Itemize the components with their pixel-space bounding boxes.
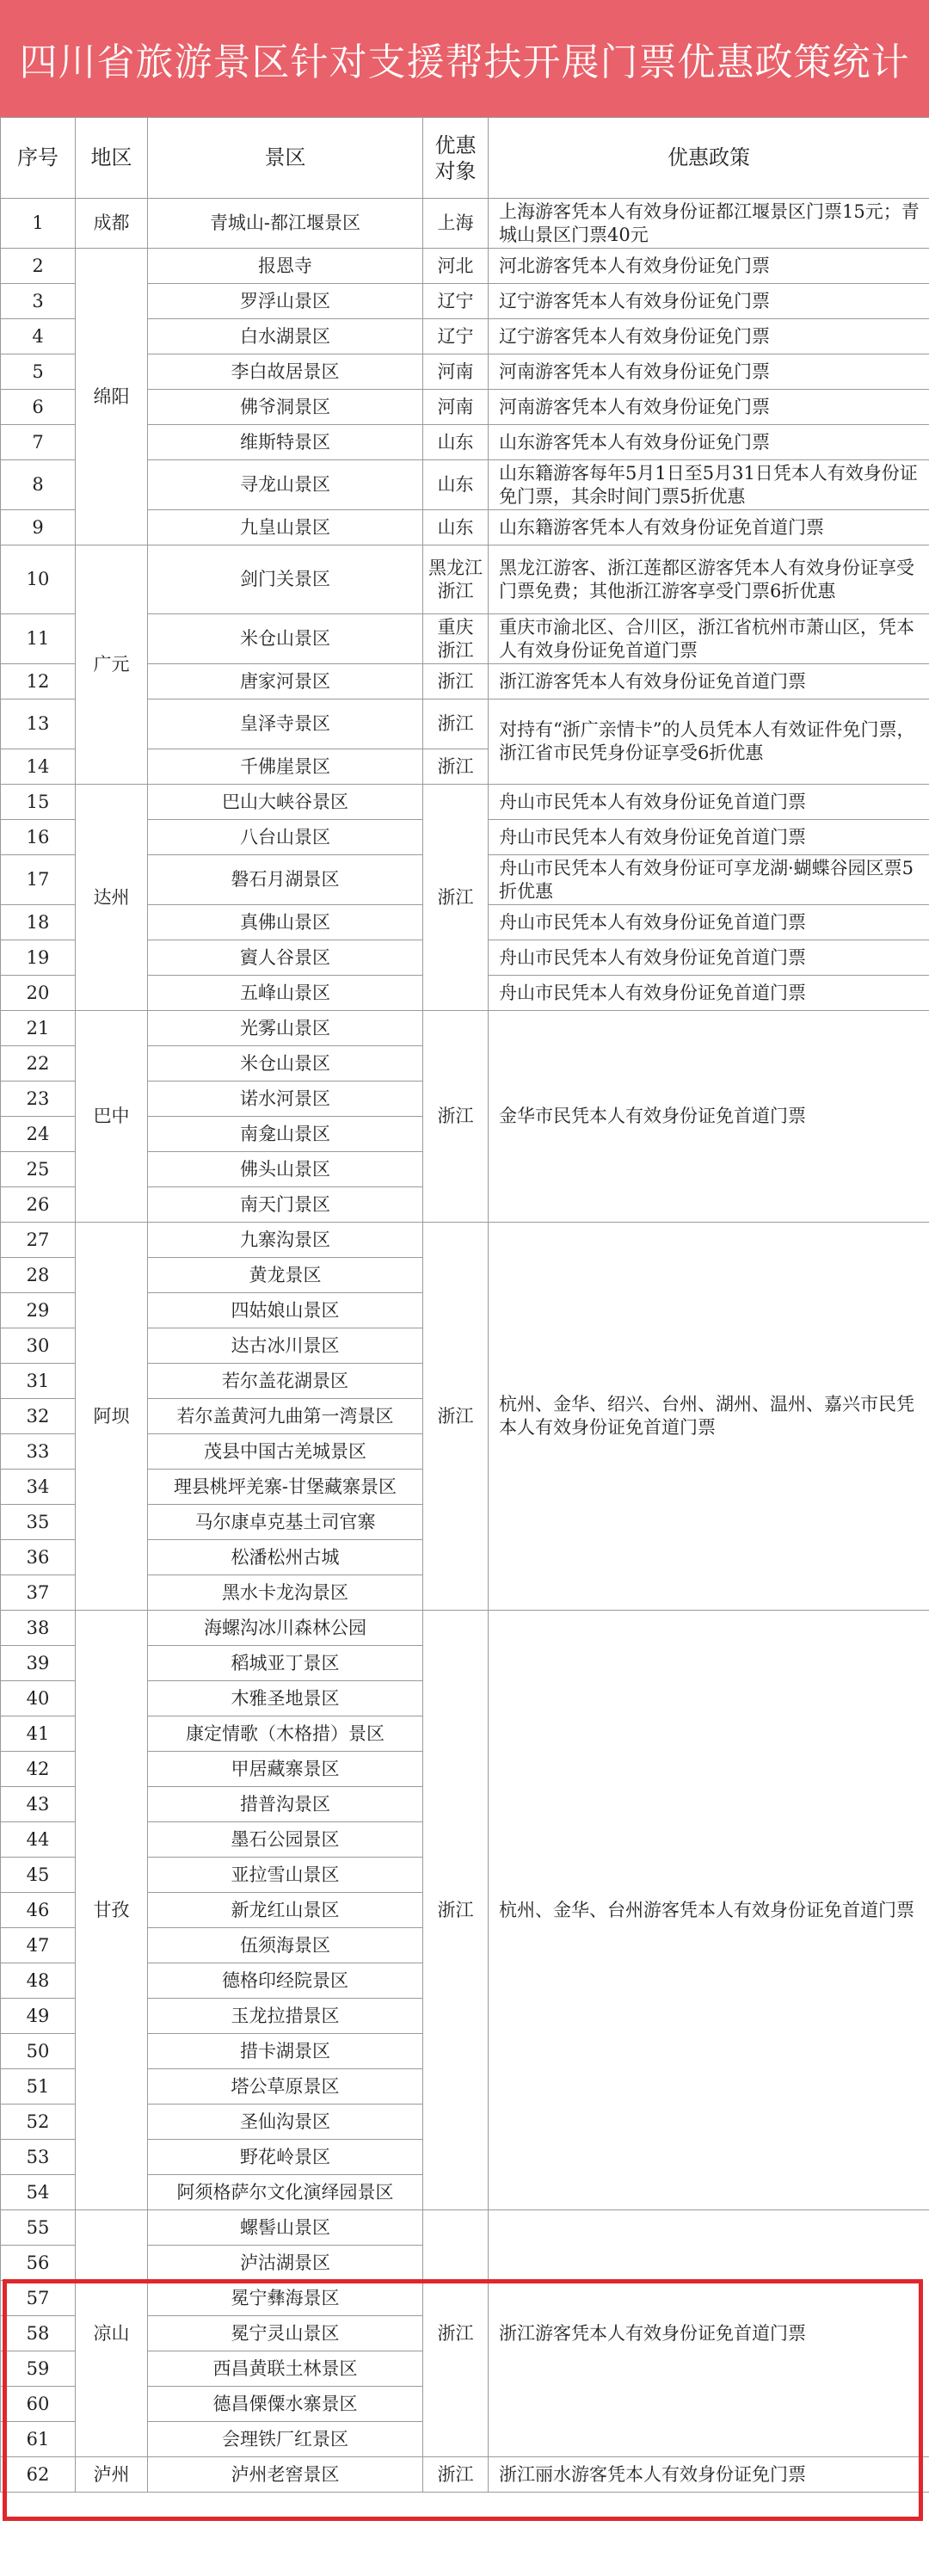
cell-target: 辽宁 xyxy=(423,319,489,354)
cell-no: 46 xyxy=(1,1893,76,1928)
cell-no: 39 xyxy=(1,1646,76,1681)
cell-policy: 杭州、金华、绍兴、台州、湖州、温州、嘉兴市民凭本人有效身份证免首道门票 xyxy=(489,1223,929,1611)
cell-region: 甘孜 xyxy=(76,1611,148,2210)
cell-no: 35 xyxy=(1,1505,76,1540)
cell-no: 33 xyxy=(1,1434,76,1470)
table-row xyxy=(1,545,929,614)
cell-target: 黑龙江 浙江 xyxy=(423,545,489,614)
cell-policy: 舟山市民凭本人有效身份证免首道门票 xyxy=(489,976,929,1011)
cell-no: 54 xyxy=(1,2175,76,2210)
cell-no: 52 xyxy=(1,2105,76,2140)
cell-no: 12 xyxy=(1,664,76,699)
cell-target: 重庆 浙江 xyxy=(423,614,489,664)
cell-no: 30 xyxy=(1,1328,76,1364)
cell-no: 7 xyxy=(1,425,76,460)
cell-spot: 报恩寺 xyxy=(148,249,423,284)
cell-no: 62 xyxy=(1,2457,76,2493)
cell-target: 上海 xyxy=(423,199,489,249)
cell-policy: 舟山市民凭本人有效身份证免首道门票 xyxy=(489,785,929,820)
cell-no: 20 xyxy=(1,976,76,1011)
cell-no: 57 xyxy=(1,2281,76,2316)
cell-spot: 木雅圣地景区 xyxy=(148,1681,423,1716)
cell-no: 9 xyxy=(1,510,76,545)
cell-no: 49 xyxy=(1,1999,76,2034)
cell-no: 51 xyxy=(1,2069,76,2105)
cell-spot: 米仓山景区 xyxy=(148,614,423,664)
cell-spot: 维斯特景区 xyxy=(148,425,423,460)
cell-spot: 黄龙景区 xyxy=(148,1258,423,1293)
cell-region: 绵阳 xyxy=(76,249,148,545)
cell-spot: 寻龙山景区 xyxy=(148,460,423,510)
cell-spot: 亚拉雪山景区 xyxy=(148,1858,423,1893)
cell-spot: 佛爷洞景区 xyxy=(148,390,423,425)
cell-no: 43 xyxy=(1,1787,76,1822)
table-row xyxy=(1,785,929,820)
cell-no: 59 xyxy=(1,2351,76,2387)
title-banner xyxy=(0,0,929,117)
cell-policy: 舟山市民凭本人有效身份证免首道门票 xyxy=(489,940,929,976)
table-row xyxy=(1,1223,929,1258)
cell-spot: 九寨沟景区 xyxy=(148,1223,423,1258)
cell-region: 达州 xyxy=(76,785,148,1011)
cell-spot: 马尔康卓克基土司官寨 xyxy=(148,1505,423,1540)
cell-policy: 辽宁游客凭本人有效身份证免门票 xyxy=(489,319,929,354)
cell-policy: 浙江游客凭本人有效身份证免首道门票 xyxy=(489,2210,929,2457)
cell-policy: 山东游客凭本人有效身份证免门票 xyxy=(489,425,929,460)
cell-spot: 茂县中国古羌城景区 xyxy=(148,1434,423,1470)
cell-region: 巴中 xyxy=(76,1011,148,1223)
cell-no: 18 xyxy=(1,905,76,940)
cell-target: 山东 xyxy=(423,425,489,460)
cell-spot: 达古冰川景区 xyxy=(148,1328,423,1364)
cell-spot: 稻城亚丁景区 xyxy=(148,1646,423,1681)
cell-policy: 山东籍游客每年5月1日至5月31日凭本人有效身份证免门票，其余时间门票5折优惠 xyxy=(489,460,929,510)
cell-spot: 賨人谷景区 xyxy=(148,940,423,976)
cell-no: 58 xyxy=(1,2316,76,2351)
cell-no: 42 xyxy=(1,1752,76,1787)
cell-no: 10 xyxy=(1,545,76,614)
cell-target: 浙江 xyxy=(423,664,489,699)
cell-no: 13 xyxy=(1,699,76,749)
cell-spot: 塔公草原景区 xyxy=(148,2069,423,2105)
cell-target: 浙江 xyxy=(423,2210,489,2457)
cell-policy: 金华市民凭本人有效身份证免首道门票 xyxy=(489,1011,929,1223)
cell-spot: 阿须格萨尔文化演绎园景区 xyxy=(148,2175,423,2210)
cell-policy: 河北游客凭本人有效身份证免门票 xyxy=(489,249,929,284)
cell-no: 26 xyxy=(1,1187,76,1223)
cell-policy: 山东籍游客凭本人有效身份证免首道门票 xyxy=(489,510,929,545)
cell-policy: 河南游客凭本人有效身份证免门票 xyxy=(489,354,929,390)
cell-no: 60 xyxy=(1,2387,76,2422)
cell-spot: 措卡湖景区 xyxy=(148,2034,423,2069)
cell-spot: 玉龙拉措景区 xyxy=(148,1999,423,2034)
cell-spot: 新龙红山景区 xyxy=(148,1893,423,1928)
cell-policy: 杭州、金华、台州游客凭本人有效身份证免首道门票 xyxy=(489,1611,929,2210)
cell-no: 40 xyxy=(1,1681,76,1716)
cell-no: 28 xyxy=(1,1258,76,1293)
table-row xyxy=(1,2210,929,2246)
cell-spot: 墨石公园景区 xyxy=(148,1822,423,1858)
cell-spot: 松潘松州古城 xyxy=(148,1540,423,1575)
cell-spot: 五峰山景区 xyxy=(148,976,423,1011)
cell-spot: 四姑娘山景区 xyxy=(148,1293,423,1328)
cell-no: 8 xyxy=(1,460,76,510)
cell-spot: 佛头山景区 xyxy=(148,1152,423,1187)
cell-target: 浙江 xyxy=(423,1611,489,2210)
cell-no: 6 xyxy=(1,390,76,425)
policy-table-container xyxy=(0,117,929,2493)
table-row xyxy=(1,1011,929,1046)
cell-no: 56 xyxy=(1,2246,76,2281)
cell-spot: 罗浮山景区 xyxy=(148,284,423,319)
cell-spot: 会理铁厂红景区 xyxy=(148,2422,423,2457)
cell-no: 31 xyxy=(1,1364,76,1399)
cell-target: 浙江 xyxy=(423,699,489,749)
cell-spot: 唐家河景区 xyxy=(148,664,423,699)
cell-no: 32 xyxy=(1,1399,76,1434)
cell-no: 41 xyxy=(1,1716,76,1752)
cell-spot: 冕宁彝海景区 xyxy=(148,2281,423,2316)
cell-policy: 黑龙江游客、浙江莲都区游客凭本人有效身份证享受门票免费；其他浙江游客享受门票6折优惠 xyxy=(489,545,929,614)
cell-spot: 青城山-都江堰景区 xyxy=(148,199,423,249)
cell-target: 浙江 xyxy=(423,2457,489,2493)
cell-spot: 德格印经院景区 xyxy=(148,1963,423,1999)
cell-no: 34 xyxy=(1,1470,76,1505)
cell-spot: 八台山景区 xyxy=(148,820,423,855)
cell-no: 38 xyxy=(1,1611,76,1646)
cell-policy: 对持有“浙广亲情卡”的人员凭本人有效证件免门票，浙江省市民凭身份证享受6折优惠 xyxy=(489,699,929,785)
cell-no: 5 xyxy=(1,354,76,390)
table-header-row xyxy=(1,118,929,199)
cell-target: 浙江 xyxy=(423,749,489,785)
cell-spot: 巴山大峡谷景区 xyxy=(148,785,423,820)
cell-spot: 措普沟景区 xyxy=(148,1787,423,1822)
cell-no: 3 xyxy=(1,284,76,319)
cell-policy: 舟山市民凭本人有效身份证可享龙湖·蝴蝶谷园区票5折优惠 xyxy=(489,855,929,905)
cell-no: 45 xyxy=(1,1858,76,1893)
cell-spot: 康定情歌（木格措）景区 xyxy=(148,1716,423,1752)
cell-spot: 理县桃坪羌寨-甘堡藏寨景区 xyxy=(148,1470,423,1505)
policy-table xyxy=(0,117,929,2493)
cell-spot: 甲居藏寨景区 xyxy=(148,1752,423,1787)
cell-policy: 舟山市民凭本人有效身份证免首道门票 xyxy=(489,820,929,855)
cell-no: 36 xyxy=(1,1540,76,1575)
cell-policy: 浙江丽水游客凭本人有效身份证免门票 xyxy=(489,2457,929,2493)
cell-region: 成都 xyxy=(76,199,148,249)
header-target: 优惠 对象 xyxy=(423,118,489,199)
cell-no: 17 xyxy=(1,855,76,905)
cell-spot: 皇泽寺景区 xyxy=(148,699,423,749)
cell-spot: 黑水卡龙沟景区 xyxy=(148,1575,423,1611)
cell-spot: 诺水河景区 xyxy=(148,1082,423,1117)
cell-no: 37 xyxy=(1,1575,76,1611)
cell-policy: 浙江游客凭本人有效身份证免首道门票 xyxy=(489,664,929,699)
cell-target: 河北 xyxy=(423,249,489,284)
cell-no: 11 xyxy=(1,614,76,664)
cell-spot: 伍须海景区 xyxy=(148,1928,423,1963)
cell-spot: 泸州老窖景区 xyxy=(148,2457,423,2493)
header-region: 地区 xyxy=(76,118,148,199)
cell-no: 47 xyxy=(1,1928,76,1963)
cell-spot: 若尔盖花湖景区 xyxy=(148,1364,423,1399)
cell-no: 16 xyxy=(1,820,76,855)
table-row xyxy=(1,1611,929,1646)
cell-no: 44 xyxy=(1,1822,76,1858)
cell-no: 22 xyxy=(1,1046,76,1082)
cell-no: 50 xyxy=(1,2034,76,2069)
table-row xyxy=(1,2457,929,2493)
cell-target: 辽宁 xyxy=(423,284,489,319)
cell-no: 1 xyxy=(1,199,76,249)
cell-spot: 白水湖景区 xyxy=(148,319,423,354)
cell-no: 27 xyxy=(1,1223,76,1258)
header-no: 序号 xyxy=(1,118,76,199)
cell-region: 阿坝 xyxy=(76,1223,148,1611)
header-spot: 景区 xyxy=(148,118,423,199)
cell-policy: 河南游客凭本人有效身份证免门票 xyxy=(489,390,929,425)
cell-no: 14 xyxy=(1,749,76,785)
cell-spot: 米仓山景区 xyxy=(148,1046,423,1082)
cell-no: 61 xyxy=(1,2422,76,2457)
cell-no: 23 xyxy=(1,1082,76,1117)
cell-policy: 辽宁游客凭本人有效身份证免门票 xyxy=(489,284,929,319)
page-title: 四川省旅游景区针对支援帮扶开展门票优惠政策统计 xyxy=(19,40,910,84)
cell-spot: 海螺沟冰川森林公园 xyxy=(148,1611,423,1646)
cell-spot: 西昌黄联土林景区 xyxy=(148,2351,423,2387)
cell-region: 泸州 xyxy=(76,2457,148,2493)
cell-target: 河南 xyxy=(423,390,489,425)
cell-spot: 南龛山景区 xyxy=(148,1117,423,1152)
cell-spot: 野花岭景区 xyxy=(148,2140,423,2175)
cell-spot: 若尔盖黄河九曲第一湾景区 xyxy=(148,1399,423,1434)
cell-spot: 李白故居景区 xyxy=(148,354,423,390)
cell-no: 25 xyxy=(1,1152,76,1187)
cell-policy: 舟山市民凭本人有效身份证免首道门票 xyxy=(489,905,929,940)
cell-target: 浙江 xyxy=(423,1011,489,1223)
cell-spot: 德昌傈僳水寨景区 xyxy=(148,2387,423,2422)
cell-spot: 磐石月湖景区 xyxy=(148,855,423,905)
cell-target: 浙江 xyxy=(423,1223,489,1611)
cell-region: 广元 xyxy=(76,545,148,785)
cell-no: 53 xyxy=(1,2140,76,2175)
cell-spot: 螺髻山景区 xyxy=(148,2210,423,2246)
table-row xyxy=(1,199,929,249)
cell-policy: 重庆市渝北区、合川区，浙江省杭州市萧山区，凭本人有效身份证免首道门票 xyxy=(489,614,929,664)
cell-no: 2 xyxy=(1,249,76,284)
cell-no: 19 xyxy=(1,940,76,976)
cell-spot: 光雾山景区 xyxy=(148,1011,423,1046)
cell-target: 河南 xyxy=(423,354,489,390)
cell-target: 山东 xyxy=(423,510,489,545)
cell-spot: 圣仙沟景区 xyxy=(148,2105,423,2140)
cell-no: 55 xyxy=(1,2210,76,2246)
cell-spot: 真佛山景区 xyxy=(148,905,423,940)
cell-spot: 南天门景区 xyxy=(148,1187,423,1223)
header-policy: 优惠政策 xyxy=(489,118,929,199)
cell-no: 15 xyxy=(1,785,76,820)
cell-spot: 剑门关景区 xyxy=(148,545,423,614)
cell-target: 浙江 xyxy=(423,785,489,1011)
table-row xyxy=(1,249,929,284)
cell-spot: 九皇山景区 xyxy=(148,510,423,545)
cell-no: 21 xyxy=(1,1011,76,1046)
cell-spot: 冕宁灵山景区 xyxy=(148,2316,423,2351)
cell-no: 48 xyxy=(1,1963,76,1999)
cell-policy: 上海游客凭本人有效身份证都江堰景区门票15元；青城山景区门票40元 xyxy=(489,199,929,249)
cell-target: 山东 xyxy=(423,460,489,510)
cell-no: 29 xyxy=(1,1293,76,1328)
cell-no: 24 xyxy=(1,1117,76,1152)
cell-spot: 泸沽湖景区 xyxy=(148,2246,423,2281)
cell-region: 凉山 xyxy=(76,2210,148,2457)
cell-no: 4 xyxy=(1,319,76,354)
cell-spot: 千佛崖景区 xyxy=(148,749,423,785)
